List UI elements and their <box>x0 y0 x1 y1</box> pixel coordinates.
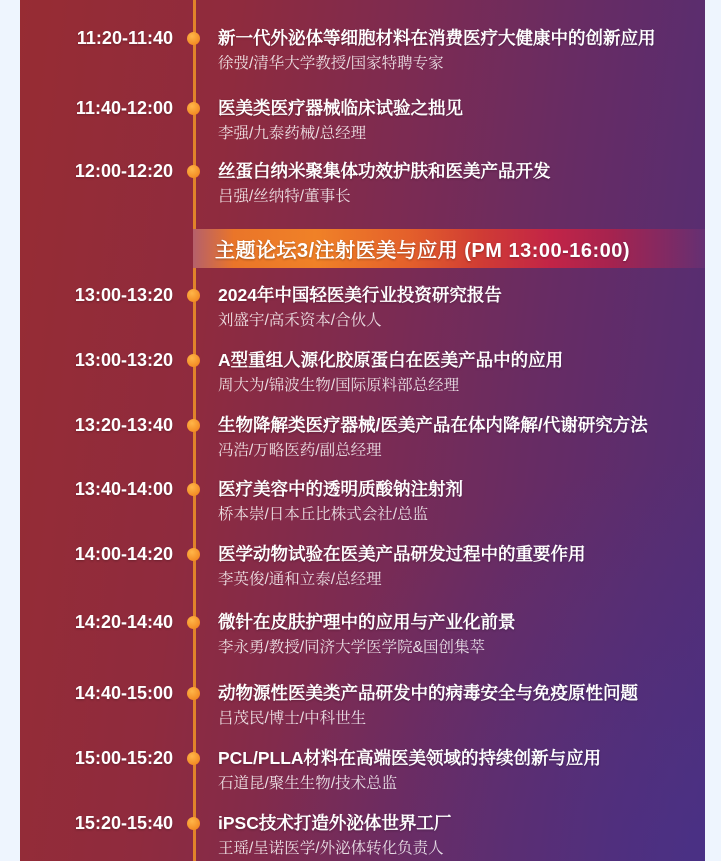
session-speaker: 吕茂民/博士/中科世生 <box>218 710 367 727</box>
timeline-dot <box>187 102 200 115</box>
session-time: 13:40-14:00 <box>74 479 173 499</box>
session-row <box>20 159 705 208</box>
session-text <box>218 96 697 145</box>
session-title: 动物源性医美类产品研发中的病毒安全与免疫原性问题 <box>218 683 638 703</box>
session-speaker: 李强/九泰药械/总经理 <box>218 125 367 142</box>
timeline-dot <box>187 548 200 561</box>
session-time: 15:00-15:20 <box>74 748 173 768</box>
session-speaker: 李英俊/通和立泰/总经理 <box>218 571 382 588</box>
session-text <box>218 681 697 730</box>
timeline-dot <box>187 354 200 367</box>
session-time: 11:40-12:00 <box>75 98 173 118</box>
session-title: 2024年中国轻医美行业投资研究报告 <box>218 285 502 305</box>
session-row <box>20 477 705 526</box>
session-speaker: 吕强/丝纳特/董事长 <box>218 188 351 205</box>
session-time: 13:00-13:20 <box>74 285 173 305</box>
session-text <box>218 542 697 591</box>
session-title: 医学动物试验在医美产品研发过程中的重要作用 <box>218 544 586 564</box>
session-text <box>218 283 697 332</box>
session-speaker: 刘盛宇/高禾资本/合伙人 <box>218 312 382 329</box>
session-title: PCL/PLLA材料在高端医美领域的持续创新与应用 <box>218 748 602 768</box>
session-text <box>218 348 697 397</box>
session-text <box>218 159 697 208</box>
forum-banner <box>193 229 705 268</box>
timeline-dot <box>187 419 200 432</box>
session-time: 14:40-15:00 <box>74 683 173 703</box>
session-speaker: 王瑶/呈诺医学/外泌体转化负责人 <box>218 840 444 857</box>
session-row <box>20 681 705 730</box>
session-time: 15:20-15:40 <box>74 813 173 833</box>
session-title: 微针在皮肤护理中的应用与产业化前景 <box>218 612 516 632</box>
session-speaker: 李永勇/教授/同济大学医学院&国创集萃 <box>218 639 485 656</box>
agenda-panel <box>20 0 705 861</box>
timeline-dot <box>187 289 200 302</box>
session-row <box>20 811 705 860</box>
session-speaker: 周大为/锦波生物/国际原料部总经理 <box>218 377 460 394</box>
session-title: 医美类医疗器械临床试验之拙见 <box>218 98 463 118</box>
session-speaker: 冯浩/万略医药/副总经理 <box>218 442 382 459</box>
timeline-dot <box>187 817 200 830</box>
session-text <box>218 811 697 860</box>
session-time: 11:20-11:40 <box>76 28 173 48</box>
session-row <box>20 746 705 795</box>
session-title: 新一代外泌体等细胞材料在消费医疗大健康中的创新应用 <box>218 28 656 48</box>
timeline-dot <box>187 752 200 765</box>
session-time: 13:20-13:40 <box>74 415 173 435</box>
session-time: 14:20-14:40 <box>74 612 173 632</box>
session-time: 14:00-14:20 <box>74 544 173 564</box>
session-speaker: 桥本崇/日本丘比株式会社/总监 <box>218 506 429 523</box>
session-text <box>218 746 697 795</box>
session-row <box>20 348 705 397</box>
session-text <box>218 477 697 526</box>
timeline-dot <box>187 616 200 629</box>
session-row <box>20 283 705 332</box>
forum-banner-label: 主题论坛3/注射医美与应用 (PM 13:00-16:00) <box>215 240 631 262</box>
session-title: 生物降解类医疗器械/医美产品在体内降解/代谢研究方法 <box>218 415 648 435</box>
session-title: 医疗美容中的透明质酸钠注射剂 <box>218 479 463 499</box>
session-row <box>20 610 705 659</box>
session-time: 12:00-12:20 <box>74 161 173 181</box>
session-title: iPSC技术打造外泌体世界工厂 <box>218 813 452 833</box>
session-row <box>20 96 705 145</box>
session-title: 丝蛋白纳米聚集体功效护肤和医美产品开发 <box>218 161 551 181</box>
session-speaker: 石道昆/聚生生物/技术总监 <box>218 775 398 792</box>
timeline-dot <box>187 687 200 700</box>
session-text <box>218 413 697 462</box>
timeline-dot <box>187 165 200 178</box>
session-title: A型重组人源化胶原蛋白在医美产品中的应用 <box>218 350 564 370</box>
session-text <box>218 26 697 75</box>
session-row <box>20 26 705 75</box>
session-text <box>218 610 697 659</box>
timeline-dot <box>187 32 200 45</box>
session-row <box>20 413 705 462</box>
session-row <box>20 542 705 591</box>
session-time: 13:00-13:20 <box>74 350 173 370</box>
timeline-dot <box>187 483 200 496</box>
session-speaker: 徐弢/清华大学教授/国家特聘专家 <box>218 55 444 72</box>
